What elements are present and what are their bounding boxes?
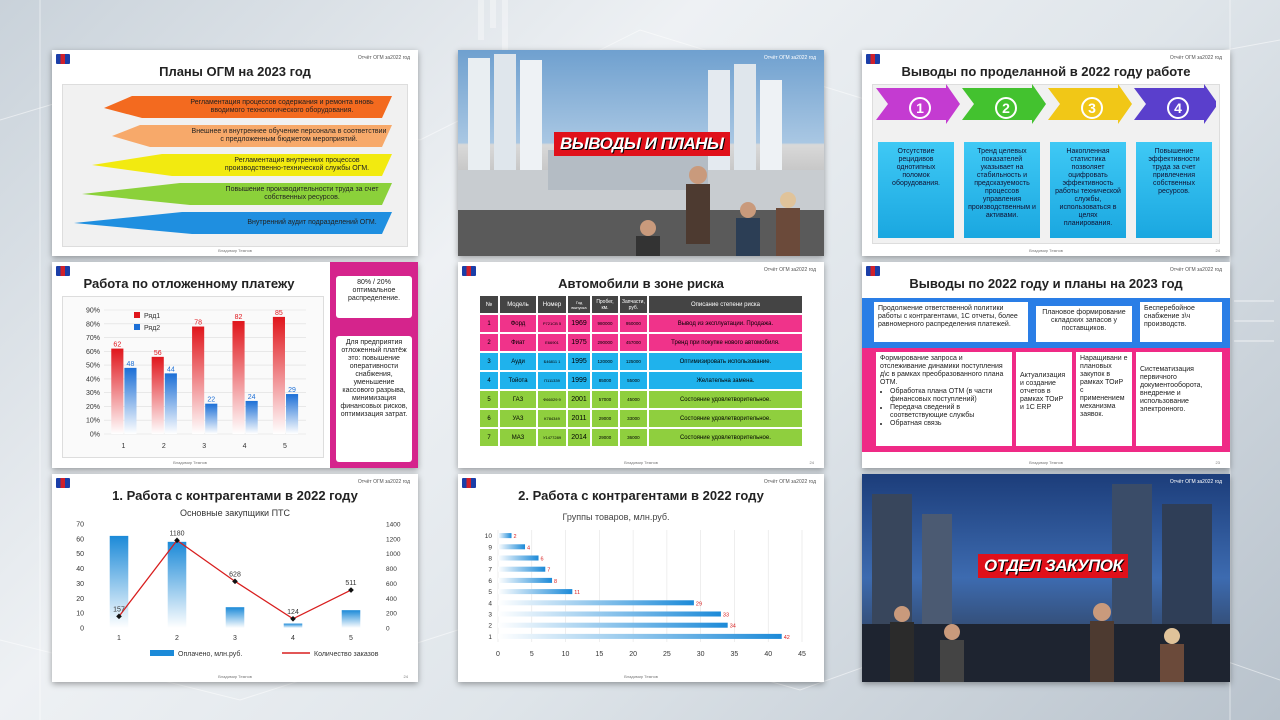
deferred-payment-chart bbox=[62, 296, 324, 458]
x-tick-label: 3 bbox=[202, 443, 207, 450]
bar bbox=[192, 327, 204, 434]
data-label: 8 bbox=[554, 578, 558, 585]
y-right-tick-label: 0 bbox=[386, 625, 390, 633]
top-item-3: Бесперебойное снабжение з\ч производств. bbox=[1140, 302, 1222, 342]
chart-title: Группы товаров, млн.руб. bbox=[562, 512, 670, 522]
slide-footer: Владимир Темнов bbox=[1029, 460, 1063, 465]
bar bbox=[498, 589, 572, 594]
y-left-tick-label: 0 bbox=[80, 625, 84, 633]
bullet-item-1: • Обработка плана ОТМ (в части финансовых поступлений) bbox=[890, 388, 1008, 404]
table-row bbox=[480, 391, 802, 408]
row-plate: К784349 bbox=[538, 410, 566, 427]
y-left-tick-label: 40 bbox=[76, 566, 84, 574]
y-right-tick-label: 200 bbox=[386, 610, 397, 618]
x-tick-label: 2 bbox=[175, 635, 179, 642]
data-label: 4 bbox=[527, 545, 531, 552]
row-year: 1975 bbox=[568, 334, 590, 351]
bottom-item-1: Актуализация и создание отчетов в рамках ТОиР и 1С ERP bbox=[1016, 352, 1072, 446]
company-logo bbox=[56, 266, 70, 276]
y-tick-label: 4 bbox=[488, 600, 492, 608]
y-tick-label: 20% bbox=[85, 403, 100, 411]
x-tick-label: 45 bbox=[798, 651, 806, 658]
bar bbox=[342, 610, 361, 628]
row-risk-desc: Вывод из эксплуатации. Продажа. bbox=[649, 315, 802, 332]
col-plate: Номер bbox=[538, 296, 566, 313]
slide-footer: Владимир Темнов bbox=[624, 674, 658, 679]
table-row bbox=[480, 372, 802, 389]
bar bbox=[498, 567, 545, 572]
row-year: 2011 bbox=[568, 410, 590, 427]
row-mileage: 57000 bbox=[592, 391, 618, 408]
conclusion-card-4: Повышение эффективности труда за счет привлечения собственных ресурсов. bbox=[1136, 142, 1212, 238]
y-right-tick-label: 1200 bbox=[386, 536, 401, 544]
table-header-row bbox=[480, 296, 802, 313]
y-tick-label: 60% bbox=[85, 348, 100, 356]
row-number: 6 bbox=[480, 410, 498, 427]
table-row bbox=[480, 410, 802, 427]
row-number: 4 bbox=[480, 372, 498, 389]
x-tick-label: 1 bbox=[121, 443, 126, 450]
plan-item-4: Повышение производительности труда за счет собственных ресурсов. bbox=[225, 186, 379, 201]
row-risk-desc: Состояние удовлетворительное. bbox=[649, 429, 802, 446]
row-risk-desc: Оптимизировать использование. bbox=[649, 353, 802, 370]
slide-deferred-payment[interactable] bbox=[52, 262, 418, 468]
row-number: 7 bbox=[480, 429, 498, 446]
x-tick-label: 0 bbox=[496, 651, 500, 658]
row-model: Фиат bbox=[500, 334, 536, 351]
data-label: 2 bbox=[513, 534, 517, 541]
hero-title: ВЫВОДЫ И ПЛАНЫ bbox=[554, 132, 730, 156]
slide-title: Выводы по проделанной в 2022 году работе bbox=[901, 64, 1191, 79]
legend-label: Ряд1 bbox=[144, 313, 161, 320]
data-label: 11 bbox=[574, 590, 581, 597]
slide-title: Выводы по 2022 году и планы на 2023 год bbox=[909, 276, 1183, 291]
legend-label: Количество заказов bbox=[314, 651, 379, 658]
bar bbox=[205, 404, 217, 434]
page-number: 23 bbox=[1215, 460, 1220, 465]
x-tick-label: 4 bbox=[242, 443, 247, 450]
legend-swatch bbox=[134, 312, 140, 318]
col-mileage: Пробег, км. bbox=[592, 296, 618, 313]
data-label: 56 bbox=[153, 349, 162, 357]
row-year: 1995 bbox=[568, 353, 590, 370]
bar bbox=[124, 368, 136, 434]
y-tick-label: 3 bbox=[488, 611, 492, 619]
slide-header-note: Отчёт ОГМ за2022 год bbox=[1169, 267, 1222, 273]
x-tick-label: 5 bbox=[529, 651, 534, 658]
data-label: 24 bbox=[247, 393, 256, 401]
row-mileage: 290000 bbox=[592, 334, 618, 351]
data-label: 22 bbox=[207, 396, 216, 404]
slide-contractors-1[interactable] bbox=[52, 474, 418, 682]
bar bbox=[152, 357, 164, 434]
row-model: Тойота bbox=[500, 372, 536, 389]
bar bbox=[226, 607, 245, 628]
chart-title: Основные закупщики ПТС bbox=[179, 508, 291, 518]
y-left-tick-label: 60 bbox=[76, 536, 84, 544]
bar bbox=[286, 394, 298, 434]
bar bbox=[111, 349, 123, 434]
table-row bbox=[480, 315, 802, 332]
y-left-tick-label: 30 bbox=[76, 580, 84, 588]
line-point bbox=[348, 587, 354, 593]
slide-header-note: Отчёт ОГМ за2022 год bbox=[763, 267, 816, 273]
y-tick-label: 5 bbox=[488, 589, 492, 597]
bottom-main-item bbox=[876, 352, 1012, 446]
col-year: Год выпуска bbox=[568, 296, 590, 313]
page-number: 24 bbox=[1215, 248, 1220, 253]
plan-item-3: Регламентация внутренних процессов производственно-технической службы ОГМ. bbox=[224, 157, 370, 172]
data-label: 1180 bbox=[169, 530, 185, 538]
row-plate: Ф66029 9 bbox=[538, 391, 566, 408]
row-model: Форд bbox=[500, 315, 536, 332]
row-plate: У1477289 bbox=[538, 429, 566, 446]
row-number: 3 bbox=[480, 353, 498, 370]
row-parts: 33000 bbox=[620, 410, 647, 427]
bar bbox=[498, 623, 728, 628]
y-tick-label: 9 bbox=[488, 544, 492, 552]
y-tick-label: 1 bbox=[488, 633, 492, 641]
row-model: Ауди bbox=[500, 353, 536, 370]
slide-footer: Владимир Темнов bbox=[624, 460, 658, 465]
row-mileage: 29000 bbox=[592, 410, 618, 427]
slide-header-note: Отчёт ОГМ за2022 год bbox=[357, 55, 410, 61]
y-right-tick-label: 1400 bbox=[386, 521, 401, 529]
slide-conclusions-plans[interactable] bbox=[862, 262, 1230, 468]
x-tick-label: 20 bbox=[629, 651, 638, 658]
legend-swatch bbox=[150, 650, 174, 656]
row-plate: Б46811 1 bbox=[538, 353, 566, 370]
bottom-item-3: Систематизация первичного документооборота, внедрение и использование электронного. bbox=[1136, 352, 1222, 446]
y-right-tick-label: 400 bbox=[386, 595, 397, 603]
slide-header-note: Отчёт ОГМ за2022 год bbox=[763, 55, 816, 61]
table-row bbox=[480, 429, 802, 446]
y-right-tick-label: 600 bbox=[386, 580, 397, 588]
step-number-3: 3 bbox=[1081, 97, 1103, 119]
company-logo bbox=[866, 266, 880, 276]
company-logo bbox=[866, 54, 880, 64]
bottom-main-text: Формирование запроса и отслеживание динамики поступления д\с в рамках преобразованного плана ОТМ. bbox=[880, 355, 1004, 386]
bar bbox=[498, 555, 539, 560]
y-tick-label: 7 bbox=[488, 566, 492, 574]
row-plate: Р721СВ 5 bbox=[538, 315, 566, 332]
row-number: 1 bbox=[480, 315, 498, 332]
data-label: 157 bbox=[113, 606, 125, 614]
x-tick-label: 5 bbox=[349, 635, 353, 642]
conclusion-card-1: Отсутствие рецидивов однотипных поломок оборудования. bbox=[878, 142, 954, 238]
bar bbox=[498, 611, 721, 616]
bullet-list bbox=[880, 388, 1008, 428]
data-label: 42 bbox=[783, 634, 790, 641]
top-item-1: Продолжение ответственной политики работы с контрагентами, 1С отчеты, более равномерного распределения платежей. bbox=[874, 302, 1028, 342]
y-tick-label: 40% bbox=[85, 376, 100, 384]
y-tick-label: 30% bbox=[85, 390, 100, 398]
y-tick-label: 70% bbox=[85, 335, 100, 343]
plan-item-1: Регламентация процессов содержания и ремонта вновь вводимого технологического оборудования. bbox=[190, 99, 374, 114]
x-tick-label: 3 bbox=[233, 635, 237, 642]
slide-title: Планы ОГМ на 2023 год bbox=[159, 64, 311, 79]
cars-table bbox=[478, 294, 804, 448]
company-logo bbox=[56, 54, 70, 64]
row-year: 1969 bbox=[568, 315, 590, 332]
bar bbox=[498, 578, 552, 583]
y-tick-label: 10 bbox=[484, 533, 492, 541]
slide-cars-at-risk[interactable] bbox=[458, 262, 824, 468]
x-tick-label: 15 bbox=[595, 651, 604, 658]
x-tick-label: 1 bbox=[117, 635, 121, 642]
x-tick-label: 25 bbox=[662, 651, 671, 658]
y-tick-label: 10% bbox=[85, 417, 100, 425]
slide-contractors-2[interactable] bbox=[458, 474, 824, 682]
y-right-tick-label: 800 bbox=[386, 566, 397, 574]
col-parts: Запчасти, руб. bbox=[620, 296, 647, 313]
bar bbox=[498, 634, 782, 639]
data-label: 29 bbox=[695, 601, 703, 608]
slide-plans-2023[interactable] bbox=[52, 50, 418, 256]
row-model: УАЗ bbox=[500, 410, 536, 427]
slide-title: 2. Работа с контрагентами в 2022 году bbox=[518, 488, 764, 503]
row-number: 5 bbox=[480, 391, 498, 408]
y-tick-label: 80% bbox=[85, 321, 100, 329]
slide-title: Работа по отложенному платежу bbox=[83, 276, 295, 291]
step-number-2: 2 bbox=[995, 97, 1017, 119]
slide-footer: Владимир Темнов bbox=[1029, 248, 1063, 253]
y-tick-label: 50% bbox=[85, 362, 100, 370]
row-risk-desc: Состояние удовлетворительное. bbox=[649, 391, 802, 408]
row-risk-desc: Тренд при покупке нового автомобиля. bbox=[649, 334, 802, 351]
slide-header-note: Отчёт ОГМ за2022 год bbox=[1169, 479, 1222, 485]
data-label: 33 bbox=[722, 612, 730, 619]
y-tick-label: 90% bbox=[85, 307, 100, 315]
row-year: 2001 bbox=[568, 391, 590, 408]
data-label: 48 bbox=[126, 360, 135, 368]
bullet-item-2: • Передача сведений в соответствующие службы bbox=[890, 404, 1008, 420]
y-tick-label: 2 bbox=[488, 622, 492, 630]
slide-header-note: Отчёт ОГМ за2022 год bbox=[357, 479, 410, 485]
y-left-tick-label: 70 bbox=[76, 521, 84, 529]
step-number-4: 4 bbox=[1167, 97, 1189, 119]
table-row bbox=[480, 334, 802, 351]
y-tick-label: 6 bbox=[488, 577, 492, 585]
bar bbox=[273, 317, 285, 434]
data-label: 34 bbox=[729, 623, 736, 630]
row-parts: 125000 bbox=[620, 353, 647, 370]
conclusion-card-3: Накопленная статистика позволяет оцифровать эффективность работы технической службы, использоваться в целях планирования. bbox=[1050, 142, 1126, 238]
row-risk-desc: Желательна замена. bbox=[649, 372, 802, 389]
row-model: ГАЗ bbox=[500, 391, 536, 408]
data-label: 29 bbox=[288, 387, 296, 395]
row-number: 2 bbox=[480, 334, 498, 351]
row-risk-desc: Состояние удовлетворительное. bbox=[649, 410, 802, 427]
step-number-1: 1 bbox=[909, 97, 931, 119]
bar bbox=[232, 321, 244, 434]
data-label: 7 bbox=[547, 567, 551, 574]
bar bbox=[284, 624, 303, 628]
row-parts: 45000 bbox=[620, 391, 647, 408]
data-label: 78 bbox=[194, 319, 203, 327]
bar bbox=[498, 600, 694, 605]
row-model: МАЗ bbox=[500, 429, 536, 446]
page-number: 24 bbox=[403, 674, 408, 679]
y-right-tick-label: 1000 bbox=[386, 551, 401, 559]
row-mileage: 120000 bbox=[592, 353, 618, 370]
slide-footer: Владимир Темнов bbox=[218, 248, 252, 253]
data-label: 511 bbox=[345, 580, 357, 588]
row-year: 2014 bbox=[568, 429, 590, 446]
top-item-2: Плановое формирование складских запасов у поставщиков. bbox=[1036, 306, 1132, 342]
table-row bbox=[480, 353, 802, 370]
product-groups-chart bbox=[466, 506, 816, 676]
y-tick-label: 8 bbox=[488, 555, 492, 563]
company-logo bbox=[462, 266, 476, 276]
row-plate: П111339 bbox=[538, 372, 566, 389]
company-logo bbox=[56, 478, 70, 488]
note-optimal: 80% / 20% оптимальное распределение. bbox=[336, 276, 412, 318]
slide-header-note: Отчёт ОГМ за2022 год bbox=[1169, 55, 1222, 61]
slide-header-note: Отчёт ОГМ за2022 год bbox=[763, 479, 816, 485]
y-left-tick-label: 10 bbox=[76, 610, 84, 618]
slide-title: 1. Работа с контрагентами в 2022 году bbox=[112, 488, 358, 503]
row-parts: 55000 bbox=[620, 372, 647, 389]
y-left-tick-label: 50 bbox=[76, 551, 84, 559]
x-tick-label: 4 bbox=[291, 635, 295, 642]
row-plate: Е66901 bbox=[538, 334, 566, 351]
contractors-combo-chart bbox=[60, 506, 410, 676]
slide-conclusions-photo[interactable] bbox=[458, 50, 824, 256]
data-label: 6 bbox=[540, 556, 544, 563]
data-label: 628 bbox=[229, 571, 241, 579]
row-mileage: 85000 bbox=[592, 372, 618, 389]
data-label: 62 bbox=[113, 341, 122, 349]
row-parts: 36000 bbox=[620, 429, 647, 446]
data-label: 85 bbox=[275, 309, 283, 317]
plan-item-5: Внутренний аудит подразделений ОГМ. bbox=[247, 219, 377, 226]
data-label: 124 bbox=[287, 608, 299, 616]
x-tick-label: 30 bbox=[696, 651, 705, 658]
row-mileage: 29000 bbox=[592, 429, 618, 446]
bar bbox=[498, 533, 512, 538]
slide-footer: Владимир Темнов bbox=[218, 674, 252, 679]
bar bbox=[168, 542, 187, 628]
plan-item-2: Внешнее и внутреннее обучение персонала в соответствии с предложенным бюджетом мероприятий. bbox=[191, 128, 387, 143]
col-number: № bbox=[480, 296, 498, 313]
legend-label: Ряд2 bbox=[144, 325, 161, 332]
row-parts: 950000 bbox=[620, 315, 647, 332]
page-number: 24 bbox=[809, 460, 814, 465]
x-tick-label: 35 bbox=[730, 651, 739, 658]
data-label: 82 bbox=[234, 314, 243, 322]
bar bbox=[498, 544, 525, 549]
data-label: 44 bbox=[166, 366, 175, 374]
row-parts: 457000 bbox=[620, 334, 647, 351]
col-risk-desc: Описание степени риска bbox=[649, 296, 802, 313]
y-tick-label: 0% bbox=[89, 431, 100, 439]
row-year: 1999 bbox=[568, 372, 590, 389]
row-mileage: 980000 bbox=[592, 315, 618, 332]
x-tick-label: 40 bbox=[764, 651, 773, 658]
conclusion-card-2: Тренд целевых показателей указывает на стабильность и предсказуемость процессов управления производственным и активами. bbox=[964, 142, 1040, 238]
legend-swatch bbox=[134, 324, 140, 330]
x-tick-label: 5 bbox=[283, 443, 287, 450]
slide-title: Автомобили в зоне риска bbox=[558, 276, 724, 291]
slide-procurement-photo[interactable] bbox=[862, 474, 1230, 682]
legend-label: Оплачено, млн.руб. bbox=[178, 651, 243, 658]
note-benefits: Для предприятия отложенный платёж это: повышение оперативности снабжения, уменьшение кассового разрыва, минимизация финансовых рисков, оптимизация затрат. bbox=[336, 336, 412, 462]
y-left-tick-label: 20 bbox=[76, 595, 84, 603]
slide-footer: Владимир Темнов bbox=[173, 460, 207, 465]
bottom-item-2: Наращивани е плановых закупок в рамках ТОиР с применением механизма заявок. bbox=[1076, 352, 1132, 446]
bar bbox=[165, 373, 177, 434]
x-tick-label: 2 bbox=[161, 443, 166, 450]
company-logo bbox=[462, 478, 476, 488]
plant-illustration bbox=[862, 474, 1230, 682]
x-tick-label: 10 bbox=[561, 651, 570, 658]
bullet-item-3: • Обратная связь bbox=[890, 420, 1008, 428]
hero-title: ОТДЕЛ ЗАКУПОК bbox=[978, 554, 1128, 578]
bar bbox=[246, 401, 258, 434]
col-model: Модель bbox=[500, 296, 536, 313]
slide-conclusions-2022[interactable] bbox=[862, 50, 1230, 256]
